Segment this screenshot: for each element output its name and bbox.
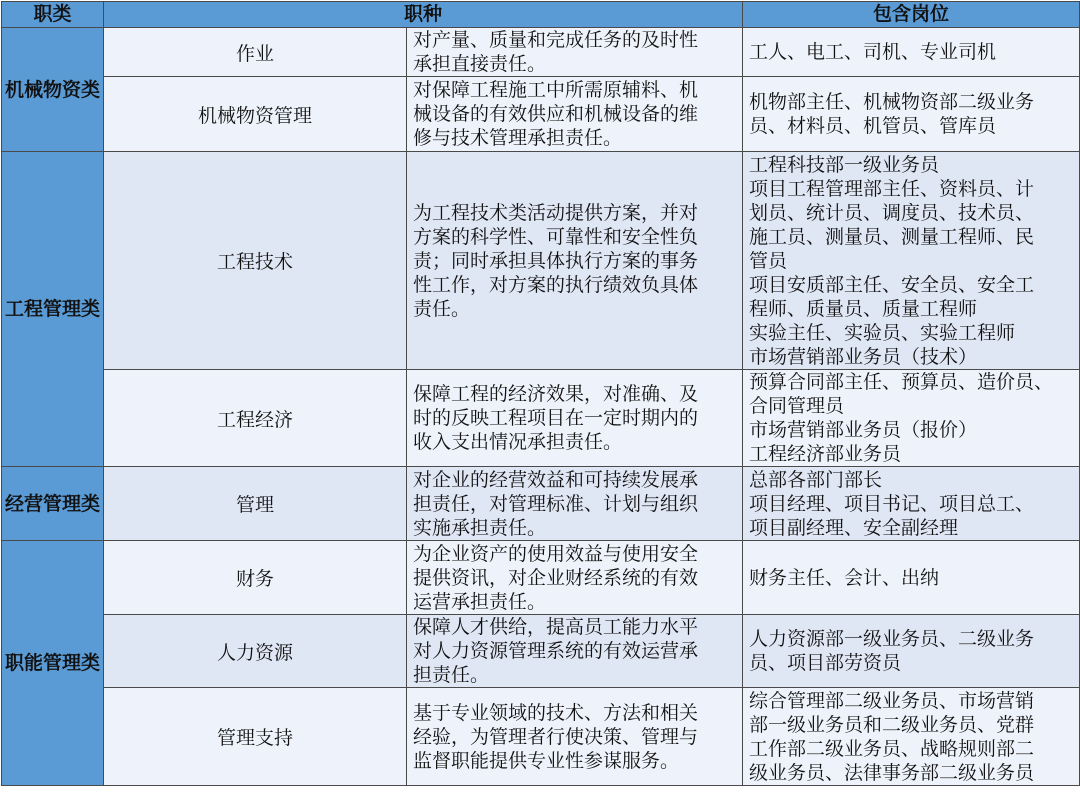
duty-line: 对产量、质量和完成任务的及时性 bbox=[413, 29, 699, 51]
post-line: 人力资源部一级业务员、二级业务 bbox=[749, 628, 1035, 650]
post-line: 施工员、测量员、测量工程师、民 bbox=[749, 225, 1035, 248]
post-line: 项目安质部主任、安全员、安全工 bbox=[749, 273, 1035, 296]
category-cell-biz bbox=[2, 467, 104, 541]
duty-line: 运营承担责任。 bbox=[413, 590, 547, 613]
post-line: 预算合同部主任、预算员、造价员、 bbox=[749, 371, 1054, 393]
job-cell: 财务 bbox=[104, 541, 407, 615]
table-row bbox=[2, 467, 1080, 541]
duty-cell bbox=[407, 77, 743, 152]
header-category: 职类 bbox=[2, 2, 104, 28]
duty-line: 保障工程的经济效果，对准确、及 bbox=[413, 383, 699, 405]
post-line: 合同管理员 bbox=[749, 395, 845, 417]
duty-line: 责任。 bbox=[413, 297, 471, 320]
duty-line: 担责任，对管理标准、计划与组织 bbox=[413, 492, 699, 515]
job-cell: 管理 bbox=[104, 467, 407, 541]
duty-line: 为企业资产的使用效益与使用安全 bbox=[413, 542, 699, 565]
duty-line: 性工作，对方案的执行绩效负具体 bbox=[413, 273, 699, 296]
post-line: 综合管理部二级业务员、市场营销 bbox=[749, 689, 1035, 712]
duty-cell bbox=[407, 28, 743, 77]
post-line: 划员、统计员、调度员、技术员、 bbox=[749, 201, 1035, 224]
category-cell-func bbox=[2, 541, 104, 786]
duty-cell bbox=[407, 541, 743, 615]
category-label: 工程管理类 bbox=[4, 298, 100, 320]
job-cell: 管理支持 bbox=[104, 688, 407, 786]
post-line: 财务主任、会计、出纳 bbox=[749, 566, 940, 589]
header-posts: 包含岗位 bbox=[743, 2, 1080, 28]
table-row bbox=[2, 688, 1080, 786]
job-cell: 机械物资管理 bbox=[104, 77, 407, 152]
posts-cell bbox=[743, 467, 1080, 541]
post-line: 级业务员、法律事务部二级业务员 bbox=[749, 761, 1035, 784]
post-line: 项目工程管理部主任、资料员、计 bbox=[749, 177, 1035, 200]
duty-cell bbox=[407, 370, 743, 467]
posts-cell bbox=[743, 541, 1080, 615]
category-label: 机械物资类 bbox=[4, 78, 100, 101]
post-line: 市场营销部业务员（报价） bbox=[749, 419, 978, 441]
duty-line: 保障人才供给，提高员工能力水平 bbox=[413, 616, 699, 638]
posts-cell bbox=[743, 615, 1080, 688]
job-cell: 作业 bbox=[104, 28, 407, 77]
post-line: 员、材料员、机管员、管库员 bbox=[749, 115, 997, 137]
duty-line: 担责任。 bbox=[413, 664, 490, 686]
category-cell-eng bbox=[2, 152, 104, 467]
category-label: 职能管理类 bbox=[4, 652, 100, 674]
category-label: 经营管理类 bbox=[4, 492, 100, 515]
posts-cell bbox=[743, 688, 1080, 786]
table-row bbox=[2, 370, 1080, 467]
duty-line: 责；同时承担具体执行方案的事务 bbox=[413, 249, 699, 272]
table-row bbox=[2, 77, 1080, 152]
job-cell: 人力资源 bbox=[104, 615, 407, 688]
post-line: 机物部主任、机械物资部二级业务 bbox=[749, 91, 1035, 113]
post-line: 工人、电工、司机、专业司机 bbox=[749, 41, 997, 63]
duty-line: 实施承担责任。 bbox=[413, 516, 547, 539]
duty-line: 承担直接责任。 bbox=[413, 53, 547, 75]
table-row bbox=[2, 152, 1080, 370]
duty-line: 经验，为管理者行使决策、管理与 bbox=[413, 725, 699, 748]
duty-cell bbox=[407, 467, 743, 541]
post-line: 工程经济部业务员 bbox=[749, 443, 902, 465]
duty-cell bbox=[407, 615, 743, 688]
job-cell: 工程经济 bbox=[104, 370, 407, 467]
table-row bbox=[2, 615, 1080, 688]
duty-line: 基于专业领域的技术、方法和相关 bbox=[413, 701, 699, 724]
post-line: 实验主任、实验员、实验工程师 bbox=[749, 321, 1016, 344]
header-job: 职种 bbox=[104, 2, 743, 28]
post-line: 工作部二级业务员、战略规则部二 bbox=[749, 737, 1035, 760]
posts-cell bbox=[743, 370, 1080, 467]
posts-cell bbox=[743, 77, 1080, 152]
table-row bbox=[2, 541, 1080, 615]
category-cell-mech bbox=[2, 28, 104, 152]
duty-line: 对保障工程施工中所需原辅料、机 bbox=[413, 79, 699, 101]
post-line: 工程科技部一级业务员 bbox=[749, 153, 940, 176]
duty-cell bbox=[407, 152, 743, 370]
posts-cell bbox=[743, 152, 1080, 370]
duty-cell bbox=[407, 688, 743, 786]
duty-line: 械设备的有效供应和机械设备的维 bbox=[413, 103, 699, 125]
duty-line: 对企业的经营效益和可持续发展承 bbox=[413, 468, 699, 491]
header-row bbox=[2, 2, 1080, 28]
duty-line: 时的反映工程项目在一定时期内的 bbox=[413, 407, 699, 429]
duty-line: 为工程技术类活动提供方案，并对 bbox=[413, 201, 699, 224]
job-classification-table bbox=[1, 1, 1080, 786]
duty-line: 提供资讯，对企业财经系统的有效 bbox=[413, 566, 699, 589]
duty-line: 收入支出情况承担责任。 bbox=[413, 431, 623, 453]
posts-cell bbox=[743, 28, 1080, 77]
post-line: 部一级业务员和二级业务员、党群 bbox=[749, 713, 1035, 736]
post-line: 员、项目部劳资员 bbox=[749, 652, 902, 674]
table-row bbox=[2, 28, 1080, 77]
duty-line: 方案的科学性、可靠性和安全性负 bbox=[413, 225, 699, 248]
post-line: 市场营销部业务员（技术） bbox=[749, 345, 978, 368]
post-line: 总部各部门部长 bbox=[749, 468, 883, 491]
post-line: 管员 bbox=[749, 249, 788, 272]
duty-line: 修与技术管理承担责任。 bbox=[413, 127, 623, 149]
post-line: 项目经理、项目书记、项目总工、 bbox=[749, 492, 1035, 515]
post-line: 项目副经理、安全副经理 bbox=[749, 516, 959, 539]
duty-line: 监督职能提供专业性参谋服务。 bbox=[413, 749, 680, 772]
post-line: 程师、质量员、质量工程师 bbox=[749, 297, 978, 320]
job-cell: 工程技术 bbox=[104, 152, 407, 370]
duty-line: 对人力资源管理系统的有效运营承 bbox=[413, 640, 699, 662]
